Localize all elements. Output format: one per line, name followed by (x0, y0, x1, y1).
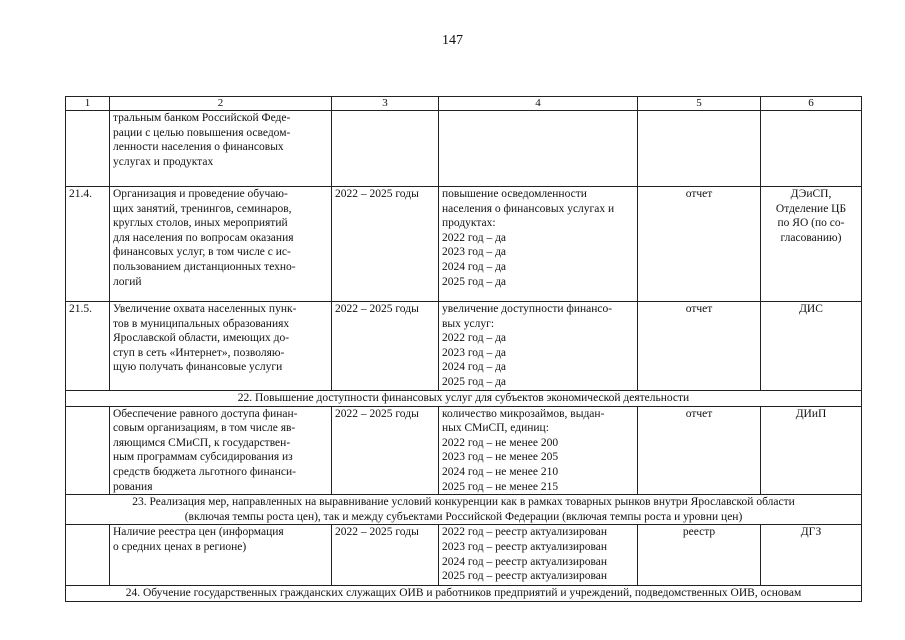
cell-line: 2024 год – реестр актуализирован (442, 555, 608, 568)
cell-line: средств бюджета льготного финанси- (113, 465, 296, 478)
cell-line: 2024 год – не менее 210 (442, 465, 559, 478)
cell-line: 2023 год – не менее 205 (442, 451, 559, 464)
table-row (66, 111, 862, 187)
cell-line: для населения по вопросам оказания (113, 231, 294, 244)
executor-cell (761, 111, 862, 187)
cell-line: ДИиП (795, 407, 827, 420)
cell-line: ных СМиСП, единиц: (442, 422, 549, 435)
header-cell: 2 (110, 97, 332, 111)
table-row (66, 525, 862, 586)
cell-line: ДЭиСП, (790, 188, 832, 200)
item-number-cell (66, 525, 110, 586)
cell-line: увеличение доступности финансо- (442, 303, 613, 315)
cell-line: 2025 год – реестр актуализирован (442, 570, 608, 583)
cell-line: 2024 год – да (442, 361, 507, 374)
cell-line: повышение осведомленности (442, 188, 587, 200)
measures-table (65, 96, 862, 602)
cell-line: щих занятий, тренингов, семинаров, (113, 202, 292, 215)
item-number-cell: 21.5. (66, 302, 110, 391)
section-heading-23 (66, 495, 862, 525)
cell-line: количество микрозаймов, выдан- (442, 407, 605, 420)
event-cell (110, 187, 332, 302)
item-number-cell (66, 406, 110, 495)
table-row (66, 302, 862, 391)
cell-line: гласованию) (780, 231, 842, 244)
cell-line: Увеличение охвата населенных пунк- (113, 303, 297, 315)
period-cell: 2022 – 2025 годы (332, 525, 439, 586)
header-cell: 5 (638, 97, 761, 111)
cell-line: Ярославской области, имеющих до- (113, 332, 290, 345)
cell-line: 2022 год – реестр актуализирован (442, 526, 608, 539)
cell-line: ляющимся СМиСП, к государствен- (113, 436, 291, 449)
header-cell: 1 (66, 97, 110, 111)
period-cell: 2022 – 2025 годы (332, 302, 439, 391)
period-cell (332, 111, 439, 187)
header-cell: 3 (332, 97, 439, 111)
cell-line: 2022 год – да (442, 332, 507, 345)
indicator-cell (439, 406, 638, 495)
section-row (66, 391, 862, 407)
cell-line: пользованием дистанционных техно- (113, 260, 296, 273)
executor-cell (761, 302, 862, 391)
item-number-cell: 21.4. (66, 187, 110, 302)
event-cell (110, 525, 332, 586)
cell-line: 2025 год – да (442, 275, 507, 288)
cell-line: финансовых услуг, в том числе с ис- (113, 246, 291, 259)
cell-line: рации с целью повышения осведом- (113, 126, 291, 139)
cell-line: Организация и проведение обучаю- (113, 188, 288, 200)
cell-line: рования (113, 480, 153, 493)
cell-line: 2022 год – да (442, 231, 507, 244)
cell-line: о средних ценах в регионе) (113, 540, 247, 553)
cell-line: совым организациям, в том числе яв- (113, 422, 296, 435)
header-cell: 4 (439, 97, 638, 111)
cell-line: 2023 год – да (442, 246, 507, 259)
section-row (66, 586, 862, 602)
section-heading-22: 22. Повышение доступности финансовых услуг для субъектов экономической деятельности (66, 391, 862, 407)
period-cell: 2022 – 2025 годы (332, 187, 439, 302)
event-cell (110, 111, 332, 187)
cell-line: услугах и продуктах (113, 155, 214, 168)
cell-line: ным программам субсидирования из (113, 451, 293, 464)
indicator-cell (439, 525, 638, 586)
header-row (66, 97, 862, 111)
item-number-cell (66, 111, 110, 187)
event-cell (110, 302, 332, 391)
header-cell: 6 (761, 97, 862, 111)
cell-line: 2025 год – да (442, 375, 507, 388)
cell-line: тральным банком Российской Феде- (113, 112, 291, 124)
report-form-cell: отчет (638, 302, 761, 391)
cell-line: 2025 год – не менее 215 (442, 480, 559, 493)
report-form-cell (638, 111, 761, 187)
cell-line: Отделение ЦБ (775, 202, 847, 215)
cell-line: логий (113, 275, 142, 288)
table-row (66, 187, 862, 302)
report-form-cell: отчет (638, 187, 761, 302)
section-row (66, 495, 862, 525)
indicator-cell (439, 111, 638, 187)
cell-line: вых услуг: (442, 317, 495, 330)
cell-line: тов в муниципальных образованиях (113, 317, 290, 330)
cell-line: Наличие реестра цен (информация (113, 526, 284, 539)
indicator-cell (439, 302, 638, 391)
section-heading-line: (включая темпы роста цен), так и между субъектами Российской Федерации (включая темпы роста и уровни цен) (184, 510, 743, 523)
cell-line: населения о финансовых услугах и (442, 202, 615, 215)
cell-line: 2024 год – да (442, 260, 507, 273)
executor-cell (761, 525, 862, 586)
executor-cell (761, 187, 862, 302)
executor-cell (761, 406, 862, 495)
table-row (66, 406, 862, 495)
cell-line: ДИС (799, 303, 823, 315)
event-cell (110, 406, 332, 495)
indicator-cell (439, 187, 638, 302)
cell-line: Обеспечение равного доступа финан- (113, 407, 298, 420)
cell-line: ленности населения о финансовых (113, 141, 284, 154)
cell-line: 2023 год – да (442, 346, 507, 359)
report-form-cell: отчет (638, 406, 761, 495)
cell-line: щую получать финансовые услуги (113, 361, 283, 374)
cell-line: круглых столов, иных мероприятий (113, 217, 288, 230)
cell-line: продуктах: (442, 217, 496, 230)
period-cell: 2022 – 2025 годы (332, 406, 439, 495)
cell-line: ДГЗ (800, 526, 822, 539)
cell-line: ступ в сеть «Интернет», позволяю- (113, 346, 285, 359)
section-heading-24: 24. Обучение государственных гражданских служащих ОИВ и работников предприятий и учреждений, подведомственных ОИВ, основам (66, 586, 862, 602)
report-form-cell: реестр (638, 525, 761, 586)
cell-line: 2022 год – не менее 200 (442, 436, 559, 449)
cell-line: 2023 год – реестр актуализирован (442, 540, 608, 553)
cell-line: по ЯО (по со- (777, 217, 845, 230)
section-heading-line: 23. Реализация мер, направленных на выравнивание условий конкуренции как в рамках товарных рынков внутри Ярославской области (132, 496, 795, 509)
page-number: 147 (442, 33, 463, 48)
